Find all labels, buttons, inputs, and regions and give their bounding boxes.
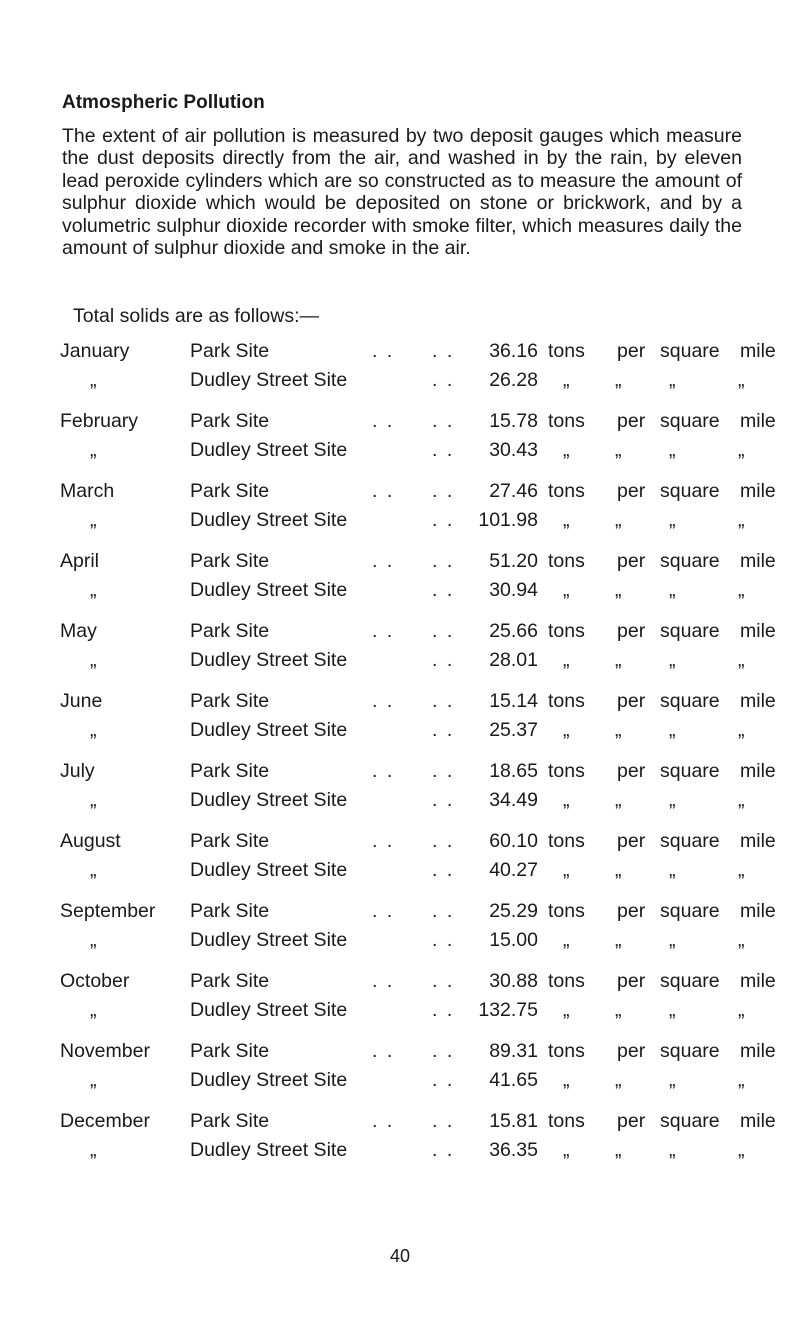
site-label: Park Site	[190, 1110, 270, 1132]
site-label: Dudley Street Site	[190, 928, 348, 951]
ditto-mark: „	[615, 368, 622, 391]
ditto-mark: „	[738, 718, 745, 741]
unit-per: per	[617, 1040, 646, 1062]
ditto-mark: „	[90, 648, 97, 671]
unit-per: per	[617, 340, 646, 362]
month-label: January	[60, 340, 130, 362]
leader-dots: . .	[372, 1040, 395, 1062]
leader-dots: . .	[432, 340, 455, 362]
table-row	[0, 410, 800, 434]
dudley-value: 30.94	[489, 578, 538, 601]
leader-dots: . .	[432, 718, 455, 741]
unit-tons: tons	[548, 760, 585, 782]
unit-per: per	[617, 760, 646, 782]
leader-dots: . .	[432, 970, 455, 992]
leader-dots: . .	[432, 1068, 455, 1091]
unit-mile: mile	[740, 340, 776, 362]
unit-tons: tons	[548, 480, 585, 502]
leader-dots: . .	[432, 648, 455, 671]
ditto-mark: „	[563, 368, 570, 391]
unit-square: square	[660, 690, 720, 712]
unit-square: square	[660, 480, 720, 502]
leader-dots: . .	[432, 760, 455, 782]
table-row	[0, 1139, 800, 1163]
unit-tons: tons	[548, 900, 585, 922]
table-row	[0, 970, 800, 994]
leader-dots: . .	[372, 550, 395, 572]
ditto-mark: „	[90, 858, 97, 881]
ditto-mark: „	[563, 928, 570, 951]
table-row	[0, 439, 800, 463]
table-row	[0, 900, 800, 924]
ditto-mark: „	[563, 1138, 570, 1161]
ditto-mark: „	[615, 1138, 622, 1161]
leader-dots: . .	[432, 578, 455, 601]
unit-square: square	[660, 830, 720, 852]
ditto-mark: „	[738, 648, 745, 671]
month-label: September	[60, 900, 156, 922]
ditto-mark: „	[669, 858, 676, 881]
park-value: 51.20	[489, 550, 538, 572]
unit-mile: mile	[740, 830, 776, 852]
ditto-mark: „	[90, 438, 97, 461]
unit-tons: tons	[548, 340, 585, 362]
leader-dots: . .	[372, 620, 395, 642]
site-label: Park Site	[190, 970, 270, 992]
leader-dots: . .	[432, 368, 455, 391]
park-value: 25.29	[489, 900, 538, 922]
site-label: Park Site	[190, 1040, 270, 1062]
dudley-value: 36.35	[489, 1138, 538, 1161]
unit-square: square	[660, 760, 720, 782]
dudley-value: 15.00	[489, 928, 538, 951]
site-label: Dudley Street Site	[190, 998, 348, 1021]
site-label: Dudley Street Site	[190, 648, 348, 671]
leader-dots: . .	[432, 438, 455, 461]
leader-dots: . .	[372, 900, 395, 922]
leader-dots: . .	[432, 1110, 455, 1132]
month-label: October	[60, 970, 130, 992]
unit-mile: mile	[740, 550, 776, 572]
month-label: May	[60, 620, 97, 642]
leader-dots: . .	[432, 410, 455, 432]
leader-dots: . .	[432, 788, 455, 811]
ditto-mark: „	[738, 508, 745, 531]
table-row	[0, 1069, 800, 1093]
site-label: Park Site	[190, 480, 270, 502]
ditto-mark: „	[669, 718, 676, 741]
table-row	[0, 480, 800, 504]
unit-mile: mile	[740, 620, 776, 642]
intro-paragraph: The extent of air pollution is measured by two deposit gauges which measure the dust deposits directly from the air, and washed in by the rain, by eleven lead peroxide cylinders which are so constructed as to measure the amount of sulphur dioxide which would be deposited on stone or brickwork, and by a volumetric sulphur dioxide recorder with smoke filter, which measures daily the amount of sulphur dioxide and smoke in the air.	[62, 125, 742, 260]
ditto-mark: „	[90, 1068, 97, 1091]
leader-dots: . .	[372, 970, 395, 992]
unit-mile: mile	[740, 480, 776, 502]
table-row	[0, 999, 800, 1023]
park-value: 15.81	[489, 1110, 538, 1132]
ditto-mark: „	[90, 788, 97, 811]
leader-dots: . .	[432, 508, 455, 531]
unit-per: per	[617, 830, 646, 852]
leader-dots: . .	[432, 858, 455, 881]
ditto-mark: „	[615, 928, 622, 951]
park-value: 36.16	[489, 340, 538, 362]
unit-tons: tons	[548, 620, 585, 642]
unit-square: square	[660, 1040, 720, 1062]
leader-dots: . .	[372, 760, 395, 782]
table-row	[0, 579, 800, 603]
ditto-mark: „	[669, 928, 676, 951]
table-row	[0, 340, 800, 364]
unit-tons: tons	[548, 830, 585, 852]
dudley-value: 34.49	[489, 788, 538, 811]
ditto-mark: „	[669, 578, 676, 601]
ditto-mark: „	[738, 1068, 745, 1091]
park-value: 27.46	[489, 480, 538, 502]
site-label: Dudley Street Site	[190, 1138, 348, 1161]
table-row	[0, 509, 800, 533]
ditto-mark: „	[738, 438, 745, 461]
site-label: Park Site	[190, 410, 270, 432]
ditto-mark: „	[669, 368, 676, 391]
table-row	[0, 859, 800, 883]
leader-dots: . .	[372, 690, 395, 712]
dudley-value: 25.37	[489, 718, 538, 741]
ditto-mark: „	[563, 998, 570, 1021]
leader-dots: . .	[432, 480, 455, 502]
ditto-mark: „	[615, 858, 622, 881]
site-label: Park Site	[190, 760, 270, 782]
site-label: Dudley Street Site	[190, 508, 348, 531]
ditto-mark: „	[90, 508, 97, 531]
leader-dots: . .	[432, 1040, 455, 1062]
ditto-mark: „	[563, 858, 570, 881]
leader-dots: . .	[372, 410, 395, 432]
unit-mile: mile	[740, 760, 776, 782]
unit-tons: tons	[548, 550, 585, 572]
ditto-mark: „	[738, 1138, 745, 1161]
leader-dots: . .	[372, 480, 395, 502]
month-label: August	[60, 830, 121, 852]
table-row	[0, 369, 800, 393]
month-label: April	[60, 550, 100, 572]
unit-mile: mile	[740, 1040, 776, 1062]
month-label: March	[60, 480, 115, 502]
table-row	[0, 649, 800, 673]
park-value: 30.88	[489, 970, 538, 992]
table-row	[0, 690, 800, 714]
unit-mile: mile	[740, 970, 776, 992]
unit-mile: mile	[740, 410, 776, 432]
ditto-mark: „	[669, 648, 676, 671]
ditto-mark: „	[738, 998, 745, 1021]
site-label: Dudley Street Site	[190, 718, 348, 741]
ditto-mark: „	[615, 438, 622, 461]
ditto-mark: „	[669, 998, 676, 1021]
unit-tons: tons	[548, 970, 585, 992]
leader-dots: . .	[432, 830, 455, 852]
leader-dots: . .	[372, 830, 395, 852]
ditto-mark: „	[563, 648, 570, 671]
park-value: 15.78	[489, 410, 538, 432]
ditto-mark: „	[90, 928, 97, 951]
unit-square: square	[660, 1110, 720, 1132]
leader-dots: . .	[432, 900, 455, 922]
ditto-mark: „	[669, 1138, 676, 1161]
site-label: Park Site	[190, 900, 270, 922]
leader-dots: . .	[432, 998, 455, 1021]
month-label: July	[60, 760, 95, 782]
leader-dots: . .	[372, 1110, 395, 1132]
ditto-mark: „	[669, 438, 676, 461]
unit-per: per	[617, 410, 646, 432]
unit-square: square	[660, 620, 720, 642]
ditto-mark: „	[90, 998, 97, 1021]
park-value: 15.14	[489, 690, 538, 712]
unit-tons: tons	[548, 410, 585, 432]
site-label: Park Site	[190, 830, 270, 852]
site-label: Park Site	[190, 690, 270, 712]
dudley-value: 28.01	[489, 648, 538, 671]
table-row	[0, 830, 800, 854]
page-number: 40	[389, 1246, 411, 1266]
month-label: December	[60, 1110, 150, 1132]
unit-per: per	[617, 1110, 646, 1132]
site-label: Dudley Street Site	[190, 858, 348, 881]
leader-dots: . .	[432, 1138, 455, 1161]
dudley-value: 132.75	[478, 998, 538, 1021]
table-row	[0, 620, 800, 644]
ditto-mark: „	[738, 928, 745, 951]
dudley-value: 101.98	[478, 508, 538, 531]
ditto-mark: „	[615, 648, 622, 671]
ditto-mark: „	[563, 438, 570, 461]
unit-tons: tons	[548, 1040, 585, 1062]
site-label: Park Site	[190, 340, 270, 362]
unit-per: per	[617, 690, 646, 712]
unit-per: per	[617, 900, 646, 922]
unit-per: per	[617, 970, 646, 992]
table-row	[0, 550, 800, 574]
park-value: 60.10	[489, 830, 538, 852]
dudley-value: 40.27	[489, 858, 538, 881]
ditto-mark: „	[563, 578, 570, 601]
park-value: 89.31	[489, 1040, 538, 1062]
ditto-mark: „	[563, 788, 570, 811]
dudley-value: 26.28	[489, 368, 538, 391]
ditto-mark: „	[615, 508, 622, 531]
ditto-mark: „	[615, 788, 622, 811]
dudley-value: 41.65	[489, 1068, 538, 1091]
site-label: Dudley Street Site	[190, 1068, 348, 1091]
ditto-mark: „	[90, 578, 97, 601]
unit-mile: mile	[740, 1110, 776, 1132]
ditto-mark: „	[615, 1068, 622, 1091]
unit-tons: tons	[548, 1110, 585, 1132]
ditto-mark: „	[615, 578, 622, 601]
leader-dots: . .	[432, 620, 455, 642]
ditto-mark: „	[669, 788, 676, 811]
ditto-mark: „	[615, 998, 622, 1021]
unit-per: per	[617, 550, 646, 572]
unit-per: per	[617, 480, 646, 502]
page-title: Atmospheric Pollution	[62, 92, 265, 113]
ditto-mark: „	[90, 1138, 97, 1161]
ditto-mark: „	[738, 858, 745, 881]
ditto-mark: „	[90, 368, 97, 391]
ditto-mark: „	[669, 508, 676, 531]
ditto-mark: „	[563, 1068, 570, 1091]
unit-per: per	[617, 620, 646, 642]
site-label: Dudley Street Site	[190, 368, 348, 391]
table-intro: Total solids are as follows:—	[73, 305, 320, 327]
leader-dots: . .	[372, 340, 395, 362]
month-label: June	[60, 690, 103, 712]
unit-mile: mile	[740, 900, 776, 922]
unit-mile: mile	[740, 690, 776, 712]
leader-dots: . .	[432, 690, 455, 712]
unit-square: square	[660, 550, 720, 572]
unit-square: square	[660, 970, 720, 992]
month-label: February	[60, 410, 139, 432]
ditto-mark: „	[563, 508, 570, 531]
site-label: Park Site	[190, 620, 270, 642]
site-label: Dudley Street Site	[190, 788, 348, 811]
dudley-value: 30.43	[489, 438, 538, 461]
park-value: 18.65	[489, 760, 538, 782]
ditto-mark: „	[738, 788, 745, 811]
table-row	[0, 789, 800, 813]
leader-dots: . .	[432, 550, 455, 572]
ditto-mark: „	[90, 718, 97, 741]
table-row	[0, 719, 800, 743]
table-row	[0, 1040, 800, 1064]
ditto-mark: „	[615, 718, 622, 741]
ditto-mark: „	[738, 578, 745, 601]
table-row	[0, 760, 800, 784]
site-label: Dudley Street Site	[190, 578, 348, 601]
site-label: Park Site	[190, 550, 270, 572]
ditto-mark: „	[738, 368, 745, 391]
month-label: November	[60, 1040, 150, 1062]
ditto-mark: „	[669, 1068, 676, 1091]
park-value: 25.66	[489, 620, 538, 642]
ditto-mark: „	[563, 718, 570, 741]
unit-tons: tons	[548, 690, 585, 712]
unit-square: square	[660, 340, 720, 362]
table-row	[0, 929, 800, 953]
unit-square: square	[660, 900, 720, 922]
leader-dots: . .	[432, 928, 455, 951]
table-row	[0, 1110, 800, 1134]
unit-square: square	[660, 410, 720, 432]
site-label: Dudley Street Site	[190, 438, 348, 461]
